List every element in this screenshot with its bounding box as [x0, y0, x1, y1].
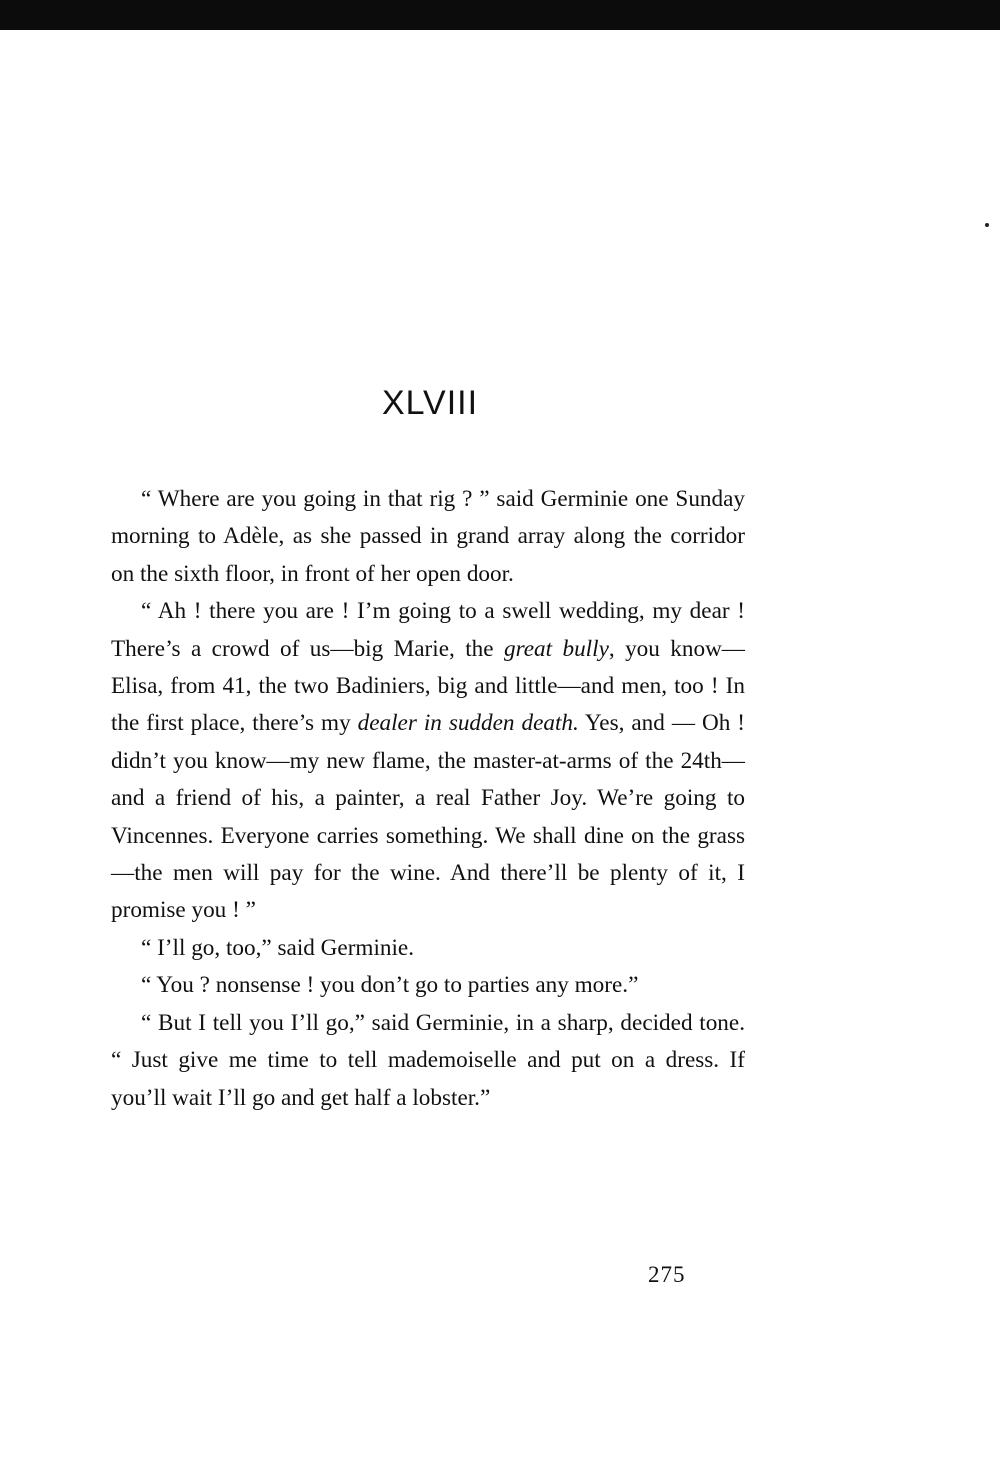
paragraph: [111, 930, 745, 967]
scan-edge-border: [0, 0, 1000, 30]
paragraph: [111, 1005, 745, 1117]
text-run: “ I’ll go, too,” said Germinie.: [141, 934, 415, 961]
paragraph: [111, 593, 745, 930]
paragraph: [111, 967, 745, 1004]
page-number: 275: [648, 1262, 686, 1287]
italic-phrase: great bully: [503, 635, 609, 662]
body-text: [111, 481, 745, 1117]
text-run: “ Ah ! there you are ! I’m going to a swell wedding, my dear ! There’s a crowd of us—big Marie, the: [111, 598, 745, 662]
chapter-title: XLVIII: [381, 384, 479, 422]
text-run: “ But I tell you I’ll go,” said Germinie, in a sharp, decided tone. “ Just give me time to tell mademoiselle and put on a dress. If you’ll wait I’ll go and get half a lobster.”: [111, 1009, 745, 1111]
scan-speck: [985, 223, 989, 227]
paragraph: [111, 481, 745, 593]
italic-phrase: dealer in sudden death.: [357, 710, 579, 737]
text-run: , you know—Elisa, from 41, the two Badiniers, big and little—and men, too ! In the first place, there’s my: [111, 635, 745, 737]
text-run: “ Where are you going in that rig ? ” said Germinie one Sunday morning to Adèle, as she passed in grand array along the corridor on the sixth floor, in front of her open door.: [111, 486, 745, 587]
text-run: “ You ? nonsense ! you don’t go to parties any more.”: [141, 972, 639, 999]
text-run: Yes, and — Oh ! didn’t you know—my new flame, the master-at-arms of the 24th—and a friend of his, a painter, a real Father Joy. We’re going to Vincennes. Everyone carries something. We shall dine on the grass—the men will pay for the wine. And there’ll be plenty of it, I promise you ! ”: [111, 710, 745, 924]
